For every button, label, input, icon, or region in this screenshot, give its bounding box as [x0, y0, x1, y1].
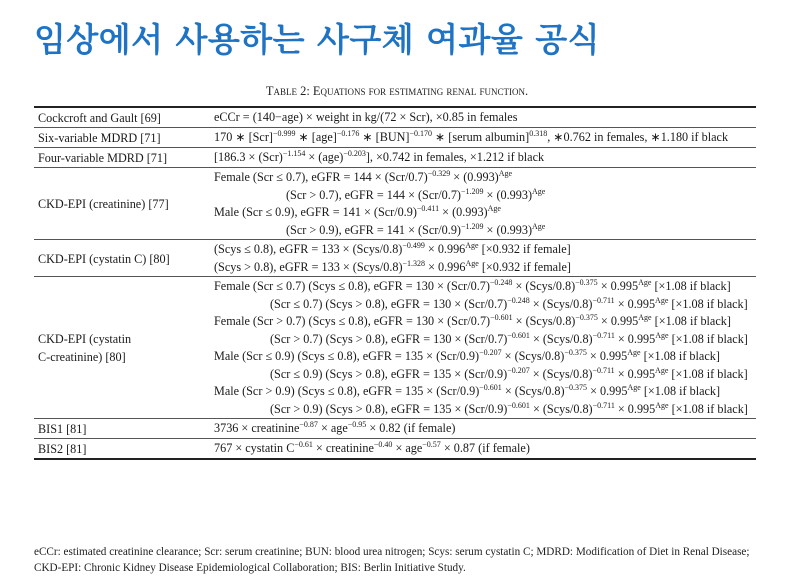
table-row	[34, 107, 756, 128]
equations-table	[34, 106, 756, 460]
footnote-line: eCCr: estimated creatinine clearance; Scr: serum creatinine; BUN: blood urea nitrogen; Scys: serum cystatin C; MDRD: Modification of Diet in Renal Disease;	[34, 546, 750, 558]
equation-line: Male (Scr ≤ 0.9) (Scys ≤ 0.8), eGFR = $135 \times (Scr/0.9)^{-0.207}$ × (Scys/0.8)$^{-0.375}$ × $0.995^{Age}$ [×1.08 if black]	[214, 347, 720, 363]
method-name: BIS2 [81]	[38, 442, 87, 456]
method-name: BIS1 [81]	[38, 422, 87, 436]
method-name-line: CKD-EPI (cystatin	[38, 332, 132, 346]
equation-line: Male (Scr ≤ 0.9), eGFR = $141 \times (Scr/0.9)^{-0.411} \times (0.993)^{Age}$	[214, 203, 501, 219]
equation-line: Male (Scr > 0.9) (Scys ≤ 0.8), eGFR = $135 \times (Scr/0.9)^{-0.601}$ × (Scys/0.8)$^{-0.375}$ × $0.995^{Age}$ [×1.08 if black]	[214, 382, 721, 398]
equation-line: 3736 × creatinine$^{-0.87}$ × age$^{-0.95}$ × 0.82 (if female)	[214, 420, 456, 436]
method-name: Six-variable MDRD [71]	[38, 131, 161, 145]
table-row	[34, 277, 756, 419]
equation-line: 170 ∗ [Scr]$^{-0.999}$ ∗ [age]$^{-0.176}$ ∗ [BUN]$^{-0.170}$ ∗ [serum albumin]$^{0.318}$, ∗0.762 in females, ∗1.180 if black	[214, 129, 729, 145]
method-name: CKD-EPI (creatinine) [77]	[38, 197, 169, 211]
equation-cell	[204, 128, 756, 148]
equation-line: (Scr ≤ 0.7) (Scys > 0.8), eGFR = $130 \times (Scr/0.7)^{-0.248}$ × (Scys/0.8)$^{-0.711}$ × $0.995^{Age}$ [×1.08 if black]	[270, 295, 748, 311]
method-name-line: C-creatinine) [80]	[38, 350, 126, 364]
equation-line: (Scys ≤ 0.8), eGFR = 133 × (Scys/0.8)$^{-0.499}$ × $0.996^{Age}$ [×0.932 if female]	[214, 240, 571, 256]
equation-line: (Scr > 0.7), eGFR = $144 \times (Scr/0.7)^{-1.209} \times (0.993)^{Age}$	[286, 186, 546, 202]
table-row	[34, 128, 756, 148]
table-row	[34, 148, 756, 168]
equation-line: Female (Scr ≤ 0.7), eGFR = $144 \times (Scr/0.7)^{-0.329} \times (0.993)^{Age}$	[214, 168, 513, 184]
equation-line: (Scr > 0.9) (Scys > 0.8), eGFR = $135 \times (Scr/0.9)^{-0.601}$ × (Scys/0.8)$^{-0.711}$ × $0.995^{Age}$ [×1.08 if black]	[270, 400, 748, 416]
equation-line: [186.3 × (Scr)$^{-1.154}$ × (age)$^{-0.203}$], ×0.742 in females, ×1.212 if black	[214, 149, 545, 165]
equation-line: (Scr > 0.7) (Scys > 0.8), eGFR = $130 \times (Scr/0.7)^{-0.601}$ × (Scys/0.8)$^{-0.711}$ × $0.995^{Age}$ [×1.08 if black]	[270, 330, 748, 346]
table-row	[34, 168, 756, 240]
table-footnote	[34, 544, 774, 576]
table-row	[34, 439, 756, 460]
equation-line: (Scr ≤ 0.9) (Scys > 0.8), eGFR = $135 \times (Scr/0.9)^{-0.207}$ × (Scys/0.8)$^{-0.711}$ × $0.995^{Age}$ [×1.08 if black]	[270, 365, 748, 381]
equation-line: eCCr = (140−age) × weight in kg/(72 × Scr), ×0.85 in females	[214, 110, 518, 125]
table-row	[34, 419, 756, 439]
method-name: CKD-EPI (cystatin C) [80]	[38, 251, 170, 266]
method-name: Four-variable MDRD [71]	[38, 151, 168, 165]
equation-cell	[204, 148, 756, 168]
equation-line: 767 × cystatin $C^{-0.61}$ × creatinine$^{-0.40}$ × age$^{-0.57}$ × 0.87 (if female)	[214, 440, 530, 456]
equation-cell	[204, 240, 756, 277]
method-name	[34, 277, 204, 419]
footnote-line: CKD-EPI: Chronic Kidney Disease Epidemiological Collaboration; BIS: Berlin Initiative Study.	[34, 562, 466, 574]
equation-line: (Scr > 0.9), eGFR = $141 \times (Scr/0.9)^{-1.209} \times (0.993)^{Age}$	[286, 221, 546, 237]
method-name: Cockcroft and Gault [69]	[38, 111, 161, 125]
table-row	[34, 240, 756, 277]
equation-cell	[204, 277, 756, 419]
equation-cell	[204, 419, 756, 439]
equation-cell	[204, 107, 756, 128]
equation-line: Female (Scr > 0.7) (Scys ≤ 0.8), eGFR = $130 \times (Scr/0.7)^{-0.601}$ × (Scys/0.8)$^{-0.375}$ × $0.995^{Age}$ [×1.08 if black]	[214, 312, 731, 328]
table-caption: Table 2: Equations for estimating renal function.	[265, 84, 529, 98]
equation-cell	[204, 439, 756, 460]
equation-line: Female (Scr ≤ 0.7) (Scys ≤ 0.8), eGFR = $130 \times (Scr/0.7)^{-0.248}$ × (Scys/0.8)$^{-0.375}$ × $0.995^{Age}$ [×1.08 if black]	[214, 277, 731, 293]
equation-line: (Scys > 0.8), eGFR = 133 × (Scys/0.8)$^{-1.328}$ × $0.996^{Age}$ [×0.932 if female]	[214, 258, 571, 274]
slide-title: 임상에서 사용하는 사구체 여과율 공식	[34, 20, 601, 59]
equation-cell	[204, 168, 756, 240]
